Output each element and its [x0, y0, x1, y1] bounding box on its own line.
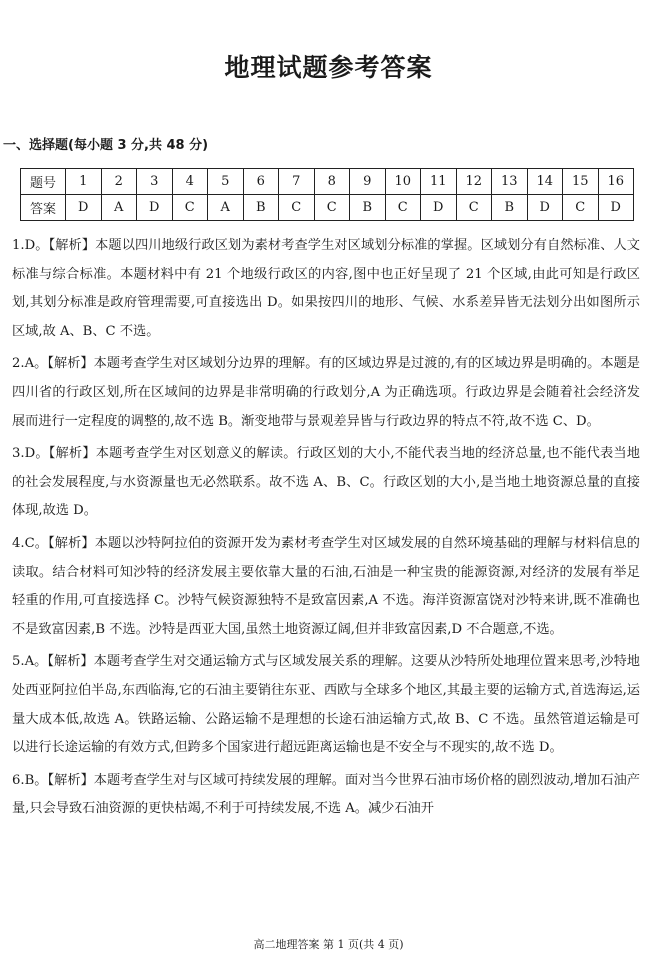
answer-cell: C — [172, 195, 208, 221]
question-number-row — [21, 169, 634, 195]
question-number-cell: 5 — [208, 169, 244, 195]
section-heading: 一、选择题(每小题 3 分,共 48 分) — [3, 138, 209, 153]
answer-cell: B — [350, 195, 386, 221]
explanation-item: 4.C。【解析】本题以沙特阿拉伯的资源开发为素材考查学生对区域发展的自然环境基础的理解与材料信息的读取。结合材料可知沙特的经济发展主要依靠大量的石油,石油是一种宝贵的能源资源,对经济的发展有举足轻重的作用,可直接选择 C。沙特气候资源独特不是致富因素,A 不选。海洋资源富饶对沙特来讲,既不准确也不是致富因素,B 不选。沙特是西亚大国,虽然土地资源辽阔,但并非致富因素,D 不合题意,不选。 — [12, 535, 640, 637]
answer-cell: B — [243, 195, 279, 221]
question-number-cell: 14 — [527, 169, 563, 195]
page-footer: 高二地理答案 第 1 页(共 4 页) — [253, 938, 404, 951]
answer-cell: D — [137, 195, 173, 221]
row-label-number: 题号 — [21, 169, 66, 195]
answer-cell: C — [314, 195, 350, 221]
answer-cell: D — [527, 195, 563, 221]
explanation-item: 1.D。【解析】本题以四川地级行政区划为素材考查学生对区域划分标准的掌握。区域划分有自然标准、人文标准与综合标准。本题材料中有 21 个地级行政区的内容,图中也正好呈现了 21 个区域,由此可知是行政区划,其划分标准是政府管理需要,可直接选出 D。如果按四川的地形、气候、水系差异皆无法划分出如图所示区域,故 A、B、C 不选。 — [12, 238, 640, 339]
row-label-answer: 答案 — [21, 195, 66, 221]
question-number-cell: 10 — [385, 169, 421, 195]
answer-table — [20, 168, 634, 221]
answer-cell: B — [492, 195, 528, 221]
question-number-cell: 15 — [563, 169, 599, 195]
answer-cell: D — [598, 195, 634, 221]
question-number-cell: 1 — [66, 169, 102, 195]
question-number-cell: 13 — [492, 169, 528, 195]
answer-cell: C — [385, 195, 421, 221]
question-number-cell: 2 — [101, 169, 137, 195]
question-number-cell: 11 — [421, 169, 457, 195]
question-number-cell: 9 — [350, 169, 386, 195]
answer-cell: A — [101, 195, 137, 221]
question-number-cell: 3 — [137, 169, 173, 195]
question-number-cell: 4 — [172, 169, 208, 195]
explanation-item: 3.D。【解析】本题考查学生对区划意义的解读。行政区划的大小,不能代表当地的经济总量,也不能代表当地的社会发展程度,与水资源量也无必然联系。故不选 A、B、C。行政区划的大小,是当地土地资源总量的直接体现,故选 D。 — [12, 446, 640, 519]
explanation-item: 6.B。【解析】本题考查学生对与区域可持续发展的理解。面对当今世界石油市场价格的剧烈波动,增加石油产量,只会导致石油资源的更快枯竭,不利于可持续发展,不选 A。减少石油开 — [12, 772, 640, 817]
answer-cell: D — [66, 195, 102, 221]
answer-cell: C — [563, 195, 599, 221]
answer-cell: D — [421, 195, 457, 221]
question-number-cell: 8 — [314, 169, 350, 195]
answer-cell: C — [279, 195, 315, 221]
explanation-list — [12, 232, 640, 828]
answer-cell: C — [456, 195, 492, 221]
answer-cell: A — [208, 195, 244, 221]
question-number-cell: 12 — [456, 169, 492, 195]
question-number-cell: 6 — [243, 169, 279, 195]
question-number-cell: 16 — [598, 169, 634, 195]
question-number-cell: 7 — [279, 169, 315, 195]
explanation-item: 2.A。【解析】本题考查学生对区域划分边界的理解。有的区域边界是过渡的,有的区域边界是明确的。本题是四川省的行政区划,所在区域间的边界是非常明确的行政划分,A 为正确选项。行政边界是会随着社会经济发展而进行一定程度的调整的,故不选 B。渐变地带与景观差异皆与行政边界的特点不符,故不选 C、D。 — [12, 356, 640, 429]
answer-row — [21, 195, 634, 221]
explanation-item: 5.A。【解析】本题考查学生对交通运输方式与区域发展关系的理解。这要从沙特所处地理位置来思考,沙特地处西亚阿拉伯半岛,东西临海,它的石油主要销往东亚、西欧与全球多个地区,其最主要的运输方式,首选海运,运量大成本低,故选 A。铁路运输、公路运输不是理想的长途石油运输方式,故 B、C 不选。虽然管道运输是可以进行长途运输的有效方式,但跨多个国家进行超远距离运输也是不安全与不现实的,故不选 D。 — [12, 654, 640, 756]
page-title: 地理试题参考答案 — [224, 53, 433, 82]
